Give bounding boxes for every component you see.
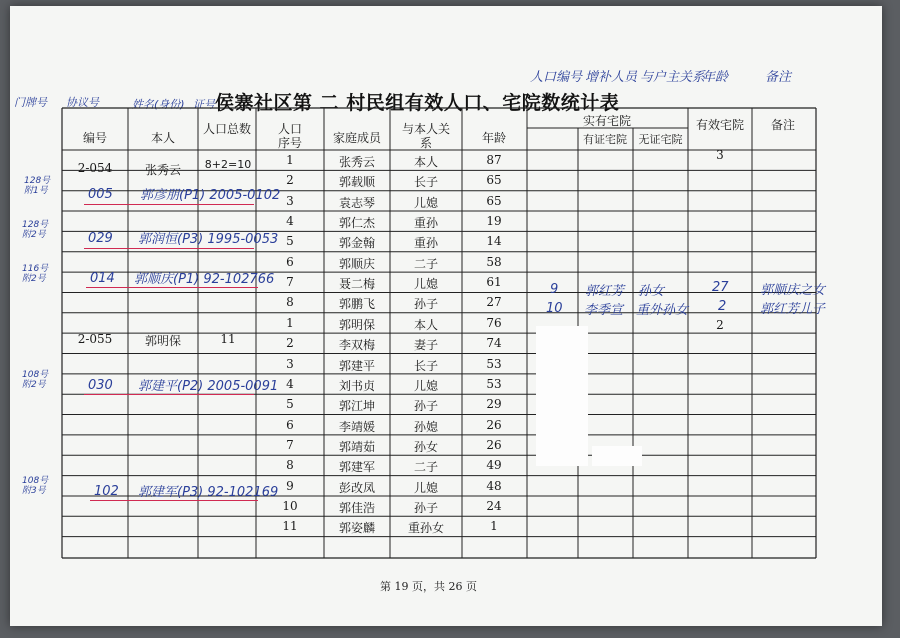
row-relation: 儿媳 (413, 195, 438, 210)
row-age: 76 (486, 315, 502, 330)
row-relation: 儿媳 (413, 378, 438, 393)
hand-added-seq: 10 (546, 301, 563, 316)
row-seq: 1 (286, 315, 294, 330)
row-age: 27 (486, 295, 502, 310)
row-age: 48 (486, 478, 502, 493)
row-member: 郭建军 (338, 460, 375, 475)
row-seq: 10 (282, 498, 298, 513)
header-house-nocert: 无证宅院 (638, 133, 683, 146)
household-valid: 2 (716, 318, 724, 332)
red-underline (84, 248, 254, 249)
hand-agreement-code: 014 (90, 271, 115, 286)
row-relation: 孙子 (413, 297, 438, 312)
hand-agreement-code: 102 (94, 484, 119, 499)
row-relation: 妻子 (413, 338, 438, 353)
row-relation: 孙媳 (413, 419, 438, 434)
row-seq: 2 (286, 336, 294, 351)
row-seq: 6 (286, 254, 294, 269)
hand-owner-cert: 郭彦朋(P1) 2005-0102 (140, 188, 281, 203)
row-age: 1 (490, 519, 498, 534)
row-seq: 4 (286, 214, 294, 229)
header-valid: 有效宅院 (695, 118, 744, 132)
household-num: 2-055 (77, 332, 113, 346)
row-relation: 长子 (413, 175, 438, 190)
row-member: 郭江坤 (338, 399, 375, 414)
row-seq: 6 (286, 417, 294, 432)
row-relation: 二子 (413, 256, 438, 271)
hand-door-number: 108号 附2号 (22, 370, 49, 390)
hand-header-door: 门牌号 (14, 96, 47, 109)
row-relation: 本人 (413, 317, 438, 332)
row-relation: 孙子 (413, 399, 438, 414)
hand-added-name: 李季宣 (584, 303, 624, 318)
row-age: 29 (486, 397, 502, 412)
hand-added-age: 2 (718, 299, 727, 314)
row-age: 24 (486, 498, 502, 513)
hand-note-pop-code: 人口编号 (530, 70, 583, 85)
row-seq: 3 (286, 193, 294, 208)
row-age: 53 (486, 356, 502, 371)
row-age: 19 (486, 214, 502, 229)
row-seq: 2 (286, 173, 294, 188)
household-num: 2-054 (77, 161, 113, 175)
header-house: 实有宅院 (582, 114, 631, 128)
row-seq: 9 (286, 478, 294, 493)
row-member: 郭载顺 (338, 175, 375, 190)
row-age: 53 (486, 376, 502, 391)
household-valid: 3 (716, 148, 724, 162)
row-seq: 5 (286, 397, 294, 412)
row-age: 26 (486, 417, 502, 432)
row-member: 郭鹏飞 (338, 297, 375, 312)
row-member: 彭改凤 (338, 480, 375, 495)
row-seq: 7 (286, 275, 294, 290)
hand-header-agreement: 协议号 (66, 96, 99, 109)
red-underline (84, 394, 254, 395)
hand-door-number: 116号 附2号 (22, 264, 49, 284)
hand-agreement-code: 030 (88, 378, 113, 393)
row-member: 郭姿麟 (338, 521, 375, 536)
hand-owner-cert: 郭润恒(P3) 1995-0053 (138, 232, 279, 247)
row-age: 61 (486, 275, 502, 290)
hand-added-relation: 重外孙女 (636, 303, 689, 318)
row-relation: 重孙 (413, 236, 438, 251)
hand-door-number: 108号 附3号 (22, 476, 49, 496)
row-relation: 儿媳 (413, 480, 438, 495)
hand-added-name: 郭红芳 (585, 284, 625, 299)
header-person: 本人 (150, 131, 175, 145)
hand-owner-cert: 郭顺庆(P1) 92-102766 (134, 272, 275, 287)
row-seq: 7 (286, 437, 294, 452)
row-member: 郭佳浩 (338, 500, 375, 515)
header-age: 年龄 (481, 131, 506, 145)
row-member: 郭仁杰 (338, 216, 375, 231)
row-age: 65 (486, 173, 502, 188)
row-seq: 3 (286, 356, 294, 371)
redaction-block (592, 446, 642, 466)
header-member: 家庭成员 (332, 131, 381, 145)
row-seq: 11 (282, 519, 298, 534)
household-pop-total: 8+2=10 (204, 158, 252, 171)
hand-agreement-code: 029 (88, 231, 113, 246)
row-member: 张秀云 (338, 155, 375, 169)
hand-header-cert: 证号 (193, 98, 215, 111)
row-relation: 重孙 (413, 216, 438, 231)
household-person: 张秀云 (144, 163, 181, 177)
row-seq: 1 (286, 153, 294, 167)
row-member: 郭靖茹 (338, 439, 375, 454)
row-member: 李靖媛 (338, 419, 375, 434)
row-relation: 长子 (413, 358, 438, 373)
row-member: 郭建平 (338, 358, 375, 373)
row-relation: 二子 (413, 460, 438, 475)
header-note: 备注 (770, 118, 795, 132)
row-seq: 8 (286, 295, 294, 310)
row-age: 87 (486, 153, 502, 167)
hand-added-seq: 9 (550, 282, 559, 297)
row-age: 58 (486, 254, 502, 269)
hand-added-note: 郭红芳儿子 (760, 302, 826, 317)
row-member: 李双梅 (338, 338, 375, 353)
row-relation: 本人 (413, 155, 438, 169)
row-age: 49 (486, 458, 502, 473)
page-footer: 第 19 页，共 26 页 (380, 580, 477, 593)
hand-agreement-code: 005 (88, 187, 113, 202)
row-member: 郭明保 (338, 317, 375, 332)
redaction-block (536, 326, 588, 466)
row-age: 14 (486, 234, 502, 249)
row-relation: 孙子 (413, 500, 438, 515)
hand-owner-cert: 郭建军(P3) 92-102169 (138, 485, 279, 500)
hand-added-age: 27 (712, 280, 729, 295)
hand-added-note: 郭顺庆之女 (760, 283, 826, 298)
hand-added-relation: 孙女 (638, 284, 665, 299)
hand-header-name: 姓名(身份) (132, 98, 185, 111)
household-person: 郭明保 (144, 334, 181, 348)
row-relation: 重孙女 (407, 521, 444, 536)
hand-note-relation: 与户主关系 (640, 70, 706, 85)
row-member: 刘书贞 (338, 378, 375, 393)
header-num: 编号 (82, 131, 107, 145)
hand-owner-cert: 郭建平(P2) 2005-0091 (138, 379, 279, 394)
header-pop-seq: 人口序号 (277, 122, 302, 150)
row-seq: 8 (286, 458, 294, 473)
row-member: 郭金翰 (338, 236, 375, 251)
hand-door-number: 128号 附1号 (24, 176, 51, 196)
red-underline (86, 287, 258, 288)
hand-note-remark: 备注 (765, 70, 792, 85)
hand-door-number: 128号 附2号 (22, 220, 49, 240)
hand-note-added-person: 增补人员 (585, 70, 638, 85)
row-member: 郭顺庆 (338, 256, 375, 271)
header-house-cert: 有证宅院 (583, 133, 627, 146)
row-member: 袁志琴 (338, 195, 375, 210)
document-title: 侯寨社区第 二 村民组有效人口、宅院数统计表 (215, 92, 620, 114)
red-underline (90, 500, 258, 501)
row-age: 74 (486, 336, 502, 351)
red-underline (84, 204, 254, 205)
row-relation: 儿媳 (413, 277, 438, 292)
row-member: 聂二梅 (338, 277, 375, 292)
header-pop-total: 人口总数 (202, 122, 251, 136)
row-age: 65 (486, 193, 502, 208)
row-relation: 孙女 (413, 439, 438, 454)
row-seq: 5 (286, 234, 294, 249)
header-relation: 与本人关系 (401, 122, 450, 150)
household-pop-total: 11 (220, 332, 236, 346)
row-seq: 4 (286, 376, 294, 391)
hand-note-age: 年龄 (702, 70, 729, 85)
row-age: 26 (486, 437, 502, 452)
